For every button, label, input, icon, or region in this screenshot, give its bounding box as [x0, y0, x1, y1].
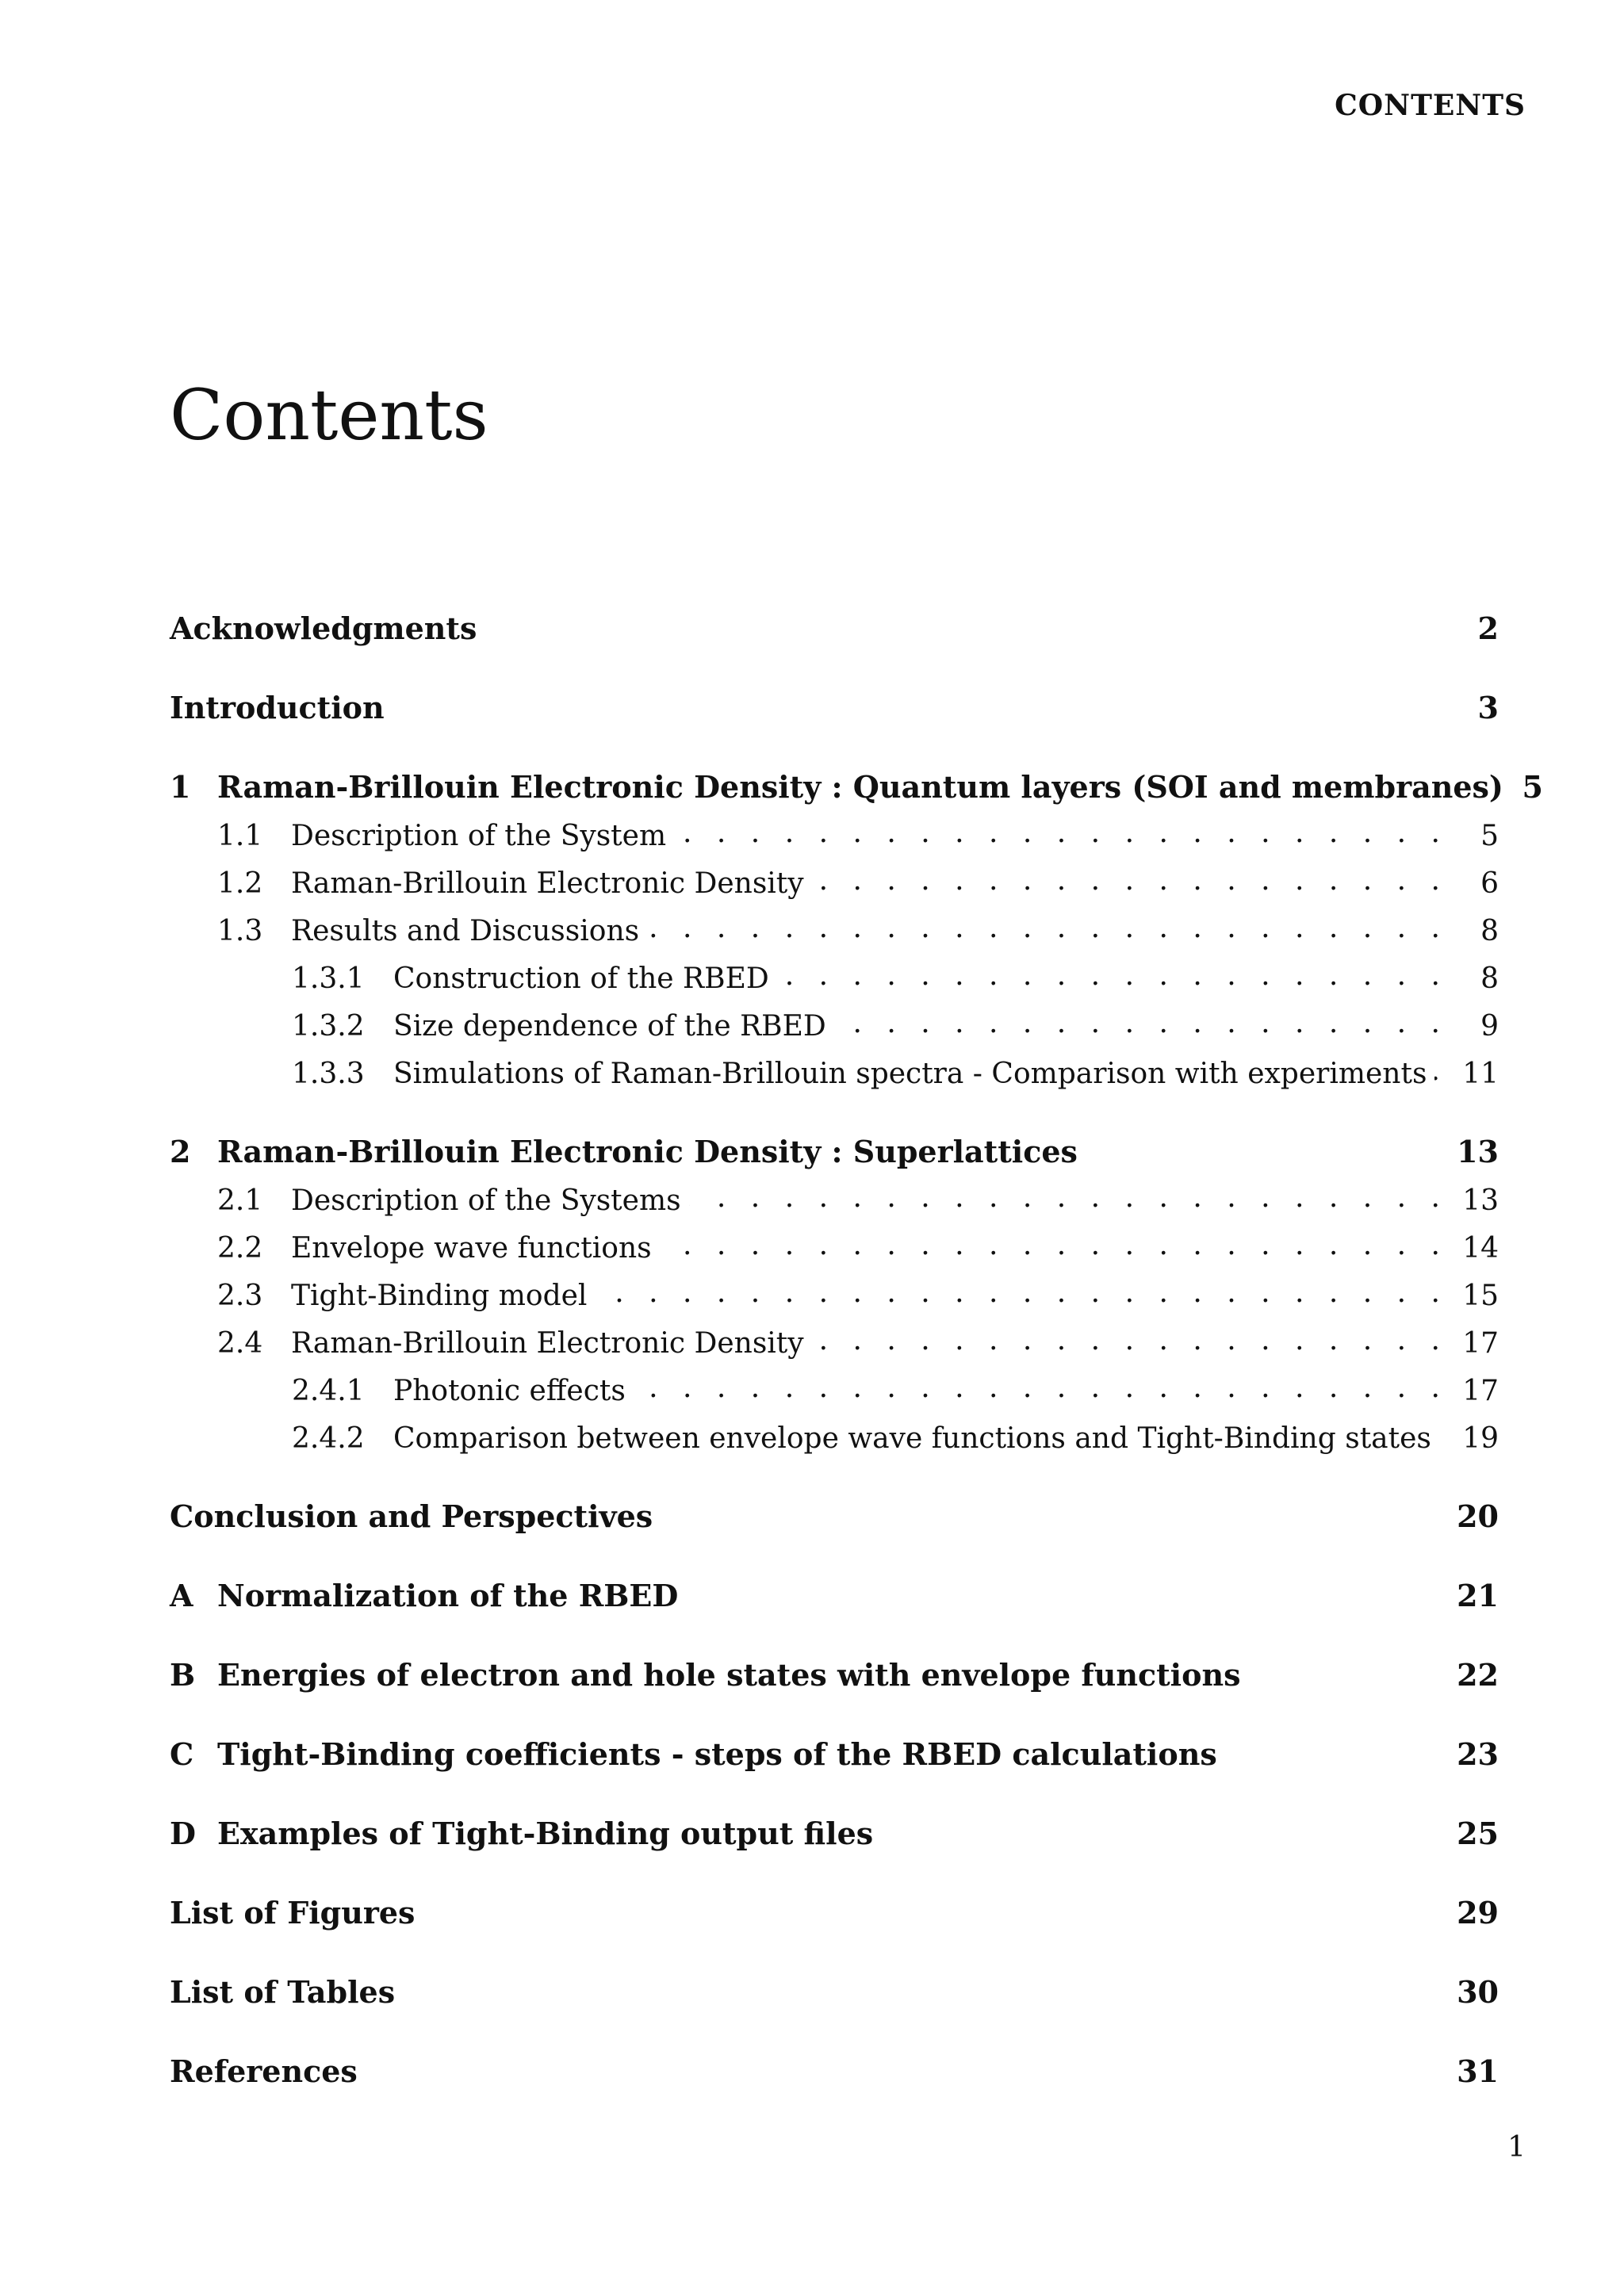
toc-entry-number: 1.3.3: [292, 1058, 365, 1090]
toc-entry[interactable]: [170, 1229, 1499, 1265]
toc-entry-title: Raman-Brillouin Electronic Density : Quantum layers (SOI and membranes): [217, 769, 1503, 805]
toc-dot-leader: [660, 1229, 1448, 1257]
toc-entry-page: 9: [1480, 1010, 1499, 1043]
toc-entry-title: Introduction: [170, 690, 385, 725]
toc-entry-title: Energies of electron and hole states with envelope functions: [217, 1657, 1241, 1693]
toc-entry-title: Description of the Systems: [291, 1184, 681, 1217]
toc-entry-title: Tight-Binding coefficients - steps of the RBED calculations: [217, 1736, 1217, 1772]
toc-entry-title: Examples of Tight-Binding output files: [217, 1816, 874, 1851]
toc-entry-page: 3: [1477, 690, 1499, 725]
toc-entry-title: Size dependence of the RBED: [393, 1010, 826, 1043]
toc-dot-leader: [1439, 1419, 1448, 1448]
toc-entry[interactable]: [170, 1974, 1499, 2010]
toc-entry-page: 14: [1462, 1232, 1499, 1265]
toc-entry[interactable]: [170, 1054, 1499, 1090]
toc-entry-title: Construction of the RBED: [393, 962, 769, 995]
toc-entry-page: 19: [1462, 1422, 1499, 1455]
toc-entry-page: 8: [1480, 915, 1499, 947]
toc-entry-number: 2.4.2: [292, 1422, 365, 1455]
toc-entry-title: Raman-Brillouin Electronic Density: [291, 1327, 804, 1360]
toc-entry-title: Comparison between envelope wave functions and Tight-Binding states: [393, 1422, 1431, 1455]
toc-entry-number: 2.1: [217, 1184, 263, 1217]
toc-entry-page: 13: [1462, 1184, 1499, 1217]
toc-entry-number: D: [170, 1816, 196, 1851]
toc-entry-number: C: [170, 1736, 194, 1772]
toc-entry-page: 29: [1457, 1895, 1499, 1931]
toc-entry[interactable]: [170, 1134, 1499, 1169]
toc-dot-leader: [812, 1324, 1448, 1353]
toc-entry-title: Conclusion and Perspectives: [170, 1498, 653, 1534]
toc-entry-number: A: [170, 1578, 193, 1613]
toc-entry-number: B: [170, 1657, 196, 1693]
toc-entry-number: 1.1: [217, 820, 263, 852]
toc-entry[interactable]: [170, 1816, 1499, 1851]
toc-entry-number: 2.4: [217, 1327, 263, 1360]
toc-entry-page: 5: [1522, 769, 1543, 805]
page-title: Contents: [170, 374, 488, 456]
toc-dot-leader: [647, 912, 1448, 940]
toc-entry-title: Results and Discussions: [291, 915, 640, 947]
toc-entry-page: 8: [1480, 962, 1499, 995]
toc-entry-title: Description of the System: [291, 820, 667, 852]
toc-entry[interactable]: [170, 2053, 1499, 2089]
toc-entry-title: Normalization of the RBED: [217, 1578, 679, 1613]
toc-entry[interactable]: [170, 1736, 1499, 1772]
toc-entry[interactable]: [170, 817, 1499, 852]
toc-entry[interactable]: [170, 1372, 1499, 1407]
toc-entry-page: 23: [1457, 1736, 1499, 1772]
toc-entry-title: List of Figures: [170, 1895, 416, 1931]
toc-entry[interactable]: [170, 769, 1543, 805]
running-head: CONTENTS: [1335, 89, 1526, 122]
toc-dot-leader: [674, 817, 1448, 845]
toc-entry-number: 2.4.1: [292, 1375, 365, 1407]
toc-entry-page: 11: [1462, 1058, 1499, 1090]
toc-entry-title: List of Tables: [170, 1974, 396, 2010]
toc-entry[interactable]: [170, 610, 1499, 646]
toc-entry-page: 15: [1462, 1280, 1499, 1312]
toc-entry-title: References: [170, 2053, 358, 2089]
toc-entry[interactable]: [170, 1498, 1499, 1534]
toc-entry-number: 2.3: [217, 1280, 263, 1312]
toc-dot-leader: [634, 1372, 1448, 1400]
toc-dot-leader: [834, 1007, 1448, 1035]
toc-dot-leader: [1434, 1054, 1448, 1083]
toc-entry[interactable]: [170, 690, 1499, 725]
toc-entry-title: Raman-Brillouin Electronic Density : Superlattices: [217, 1134, 1078, 1169]
toc-dot-leader: [777, 959, 1448, 988]
toc-entry[interactable]: [170, 1578, 1499, 1613]
toc-entry-number: 1.3: [217, 915, 263, 947]
toc-entry[interactable]: [170, 1895, 1499, 1931]
toc-entry-title: Envelope wave functions: [291, 1232, 652, 1265]
table-of-contents: [170, 0, 1543, 2220]
toc-entry-page: 5: [1480, 820, 1499, 852]
toc-entry-title: Tight-Binding model: [291, 1280, 588, 1312]
toc-entry-page: 6: [1480, 867, 1499, 900]
toc-entry-number: 2.2: [217, 1232, 263, 1265]
toc-dot-leader: [689, 1181, 1448, 1210]
toc-dot-leader: [812, 864, 1448, 893]
toc-entry[interactable]: [170, 912, 1499, 947]
page-number: 1: [1507, 2131, 1526, 2164]
toc-entry-page: 17: [1462, 1327, 1499, 1360]
toc-entry-number: 2: [170, 1134, 191, 1169]
toc-entry-title: Photonic effects: [393, 1375, 626, 1407]
toc-entry-page: 2: [1477, 610, 1499, 646]
toc-entry[interactable]: [170, 1181, 1499, 1217]
toc-entry-page: 31: [1457, 2053, 1499, 2089]
toc-entry-page: 13: [1457, 1134, 1499, 1169]
toc-entry-page: 30: [1457, 1974, 1499, 2010]
toc-entry-page: 20: [1457, 1498, 1499, 1534]
toc-entry[interactable]: [170, 1007, 1499, 1043]
toc-dot-leader: [595, 1276, 1448, 1305]
toc-entry-title: Simulations of Raman-Brillouin spectra - Comparison with experiments: [393, 1058, 1427, 1090]
toc-entry-page: 22: [1457, 1657, 1499, 1693]
toc-entry[interactable]: [170, 864, 1499, 900]
toc-entry-title: Raman-Brillouin Electronic Density: [291, 867, 804, 900]
toc-entry-number: 1: [170, 769, 191, 805]
toc-entry-page: 25: [1457, 1816, 1499, 1851]
toc-entry-title: Acknowledgments: [170, 610, 477, 646]
toc-entry-number: 1.2: [217, 867, 263, 900]
toc-entry[interactable]: [170, 1657, 1499, 1693]
toc-entry-number: 1.3.2: [292, 1010, 365, 1043]
toc-entry-page: 21: [1457, 1578, 1499, 1613]
toc-entry[interactable]: [170, 1419, 1499, 1455]
toc-entry[interactable]: [170, 1324, 1499, 1360]
toc-entry-number: 1.3.1: [292, 962, 365, 995]
toc-entry-page: 17: [1462, 1375, 1499, 1407]
toc-entry[interactable]: [170, 959, 1499, 995]
toc-entry[interactable]: [170, 1276, 1499, 1312]
